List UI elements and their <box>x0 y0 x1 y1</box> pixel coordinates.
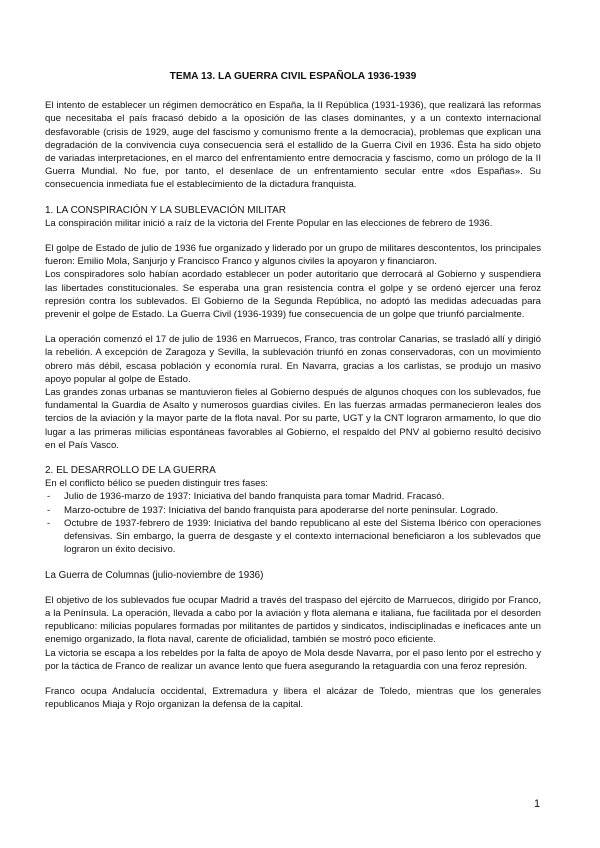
list-item <box>45 504 541 517</box>
page-number: 1 <box>534 798 541 810</box>
dash-bullet: - <box>47 491 51 503</box>
paragraph: El golpe de Estado de julio de 1936 fue organizado y liderado por un grupo de militares descontentos, los principales fueron: Emilio Mola, Sanjurjo y Francisco Franco y algunos civiles la apoyaron y financiaron. <box>45 243 541 268</box>
intro-paragraph: El intento de establecer un régimen democrático en España, la II República (1931-1936), que realizará las reformas que necesitaba el país fracasó debido a la oposición de las clases dominantes, y a un contexto internacional desfavorable (crisis de 1929, auge del fascismo y comunismo frente a la democracia), problemas que explican una degradación de la convivencia cuya consecuencia será el estallido de la Guerra Civil en 1936. Ésta ha sido objeto de variadas interpretaciones, en el marco del enfrentamiento entre democracia y fascismo, como un prólogo de la II Guerra Mundial. No fue, por tanto, el desenlace de un enfrentamiento secular entre «dos Españas». Su consecuencia inmediata fue el establecimiento de la dictadura franquista. <box>45 100 541 191</box>
paragraph: Franco ocupa Andalucía occidental, Extremadura y libera el alcázar de Toledo, mientras que los generales republicanos Miaja y Rojo organizan la defensa de la capital. <box>45 685 541 711</box>
section-heading-war-development: 2. EL DESARROLLO DE LA GUERRA <box>45 465 216 477</box>
subsection-heading: La Guerra de Columnas (julio-noviembre de 1936) <box>45 569 264 581</box>
document-body <box>45 70 541 711</box>
paragraph: La victoria se escapa a los rebeldes por la falta de apoyo de Mola desde Navarra, por el paso lento por el estrecho y por la táctica de Franco de realizar un avance lento que fuera asegurando la retaguardia con una feroz represión. <box>45 647 541 672</box>
dash-bullet: - <box>47 517 51 529</box>
list-item <box>45 517 541 557</box>
phase-text: Marzo-octubre de 1937: Iniciativa del bando franquista para apoderarse del norte peninsular. Logrado. <box>64 504 499 516</box>
phase-text: Julio de 1936-marzo de 1937: Iniciativa del bando franquista para tomar Madrid. Fracasó. <box>64 491 445 503</box>
dash-bullet: - <box>47 504 51 516</box>
paragraph: En el conflicto bélico se pueden distinguir tres fases: <box>45 478 268 490</box>
section-heading-conspiracy: 1. LA CONSPIRACIÓN Y LA SUBLEVACIÓN MILITAR <box>45 204 287 216</box>
phases-list <box>45 490 541 556</box>
paragraph: El objetivo de los sublevados fue ocupar Madrid a través del traspaso del ejército de Marruecos, dirigido por Franco, a la Península. La operación, llevada a cabo por la aviación y flota alemana e italiana, fue facilitada por el desorden republicano: milicias populares formadas por militantes de partidos y sindicatos, indisciplinadas e ineficaces ante un enemigo organizado, la flota naval, carente de oficialidad, también se mostró poco eficiente. <box>45 594 541 646</box>
paragraph: Las grandes zonas urbanas se mantuvieron fieles al Gobierno después de algunos choques con los sublevados, fue fundamental la Guardia de Asalto y numerosos guardias civiles. En las fuerzas armadas permanecieron leales dos tercios de la aviación y la mayor parte de la flota naval. Por su parte, UGT y la CNT lograron armamento, lo que dio lugar a las primeras milicias espontáneas favorables al Gobierno, el respaldo del PNV al gobierno resultó decisivo en el País Vasco. <box>45 387 541 451</box>
document-title: TEMA 13. LA GUERRA CIVIL ESPAÑOLA 1936-1939 <box>169 71 417 82</box>
list-item <box>45 490 541 503</box>
paragraph: La conspiración militar inició a raíz de la victoria del Frente Popular en las elecciones de febrero de 1936. <box>45 217 493 229</box>
phase-text: Octubre de 1937-febrero de 1939: Iniciativa del bando republicano al este del Sistema Ibérico con operaciones defensivas. Sin embargo, la guerra de desgaste y el contexto internacional beneficiaron a los sublevados que lograron un éxito decisivo. <box>64 517 541 556</box>
paragraph: Los conspiradores solo habían acordado establecer un poder autoritario que derrocará al Gobierno y suspendiera las libertades constitucionales. Se esperaba una gran resistencia contra el golpe y se ordenó ejercer una feroz represión contra los sublevados. El Gobierno de la Segunda República, no adoptó las medidas adecuadas para prevenir el golpe de Estado. La Guerra Civil (1936-1939) fue consecuencia de un golpe que triunfó parcialmente. <box>45 269 541 321</box>
paragraph: La operación comenzó el 17 de julio de 1936 en Marruecos, Franco, tras controlar Canarias, se trasladó allí y dirigió la rebelión. A excepción de Zaragoza y Sevilla, la sublevación triunfó en zonas conservadoras, con un movimiento obrero más débil, escasa población y economía rural. En Navarra, gracias a los carlistas, se produjo un masivo apoyo popular al golpe de Estado. <box>45 334 541 385</box>
